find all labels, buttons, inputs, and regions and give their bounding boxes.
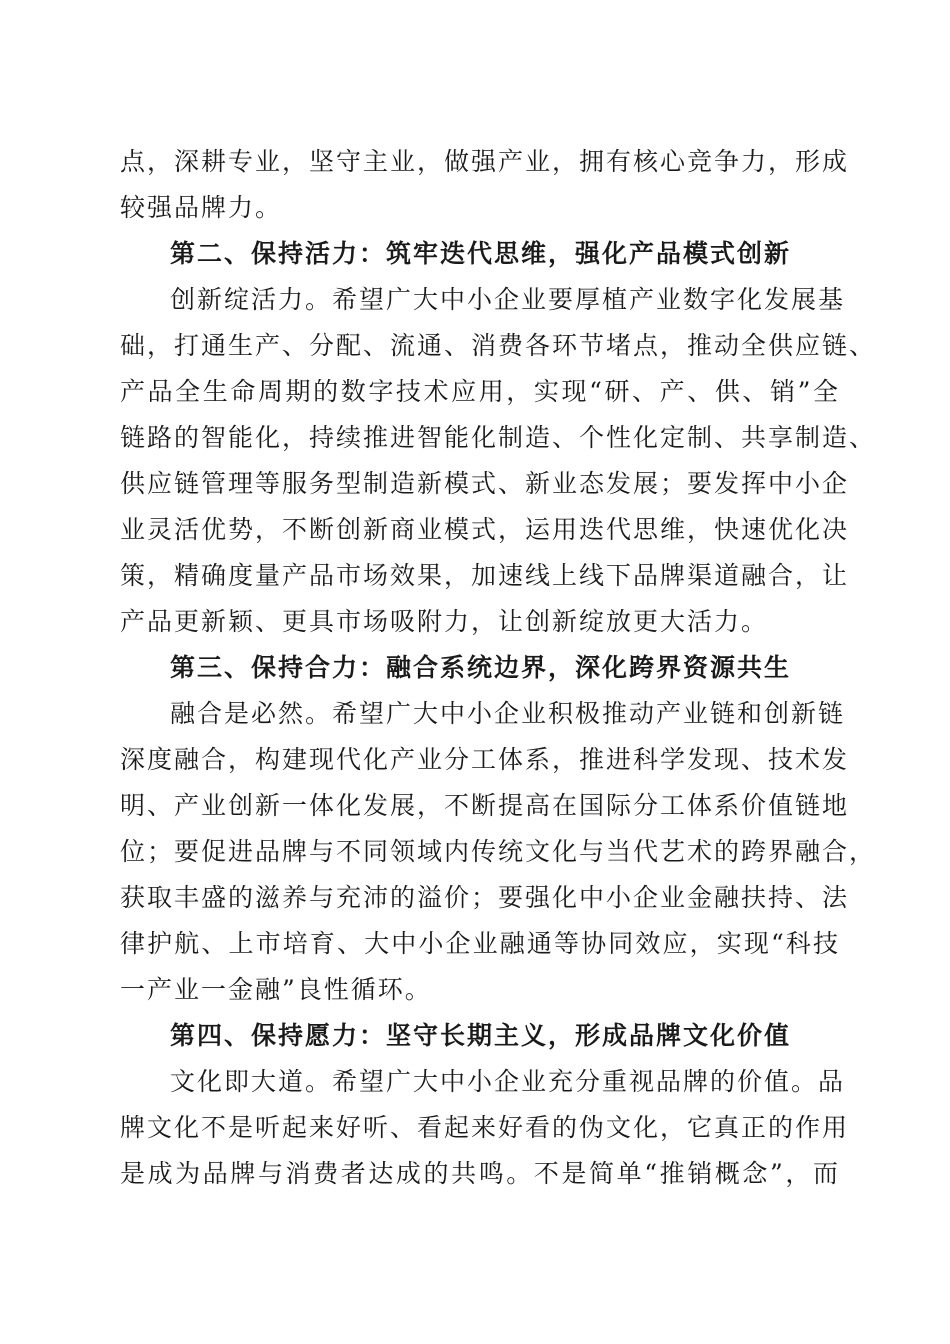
text-line: 明、产业创新一体化发展，不断提高在国际分工体系价值链地: [120, 791, 850, 820]
text-line: 获取丰盛的滋养与充沛的溢价；要强化中小企业金融扶持、法: [120, 883, 850, 912]
text-line: 产品全生命周期的数字技术应用，实现“研、产、供、销”全: [120, 377, 840, 406]
text-line: 融合是必然。希望广大中小企业积极推动产业链和创新链: [170, 699, 846, 728]
text-line: 策，精确度量产品市场效果，加速线上线下品牌渠道融合，让: [120, 561, 850, 590]
text-line: 一产业一金融”良性循环。: [120, 975, 432, 1004]
text-line: 文化即大道。希望广大中小企业充分重视品牌的价值。品: [170, 1067, 846, 1096]
text-line: 位；要促进品牌与不同领域内传统文化与当代艺术的跨界融合，: [120, 837, 877, 866]
text-line: 产品更新颖、更具市场吸附力，让创新绽放更大活力。: [120, 607, 769, 636]
text-line: 链路的智能化，持续推进智能化制造、个性化定制、共享制造、: [120, 423, 877, 452]
text-line: 业灵活优势，不断创新商业模式，运用迭代思维，快速优化决: [120, 515, 850, 544]
text-line: 供应链管理等服务型制造新模式、新业态发展；要发挥中小企: [120, 469, 850, 498]
section-heading: 第三、保持合力：融合系统边界，深化跨界资源共生: [170, 653, 792, 682]
section-heading: 第二、保持活力：筑牢迭代思维，强化产品模式创新: [170, 239, 792, 268]
text-line: 律护航、上市培育、大中小企业融通等协同效应，实现“科技: [120, 929, 840, 958]
text-line: 点，深耕专业，坚守主业，做强产业，拥有核心竞争力，形成: [120, 147, 850, 176]
section-heading: 第四、保持愿力：坚守长期主义，形成品牌文化价值: [170, 1021, 792, 1050]
text-line: 深度融合，构建现代化产业分工体系，推进科学发现、技术发: [120, 745, 850, 774]
text-line: 础，打通生产、分配、流通、消费各环节堵点，推动全供应链、: [120, 331, 877, 360]
text-line: 较强品牌力。: [120, 193, 283, 222]
text-line: 牌文化不是听起来好听、看起来好看的伪文化，它真正的作用: [120, 1113, 850, 1142]
text-line: 是成为品牌与消费者达成的共鸣。不是简单“推销概念”，而: [120, 1159, 840, 1188]
text-line: 创新绽活力。希望广大中小企业要厚植产业数字化发展基: [170, 285, 846, 314]
